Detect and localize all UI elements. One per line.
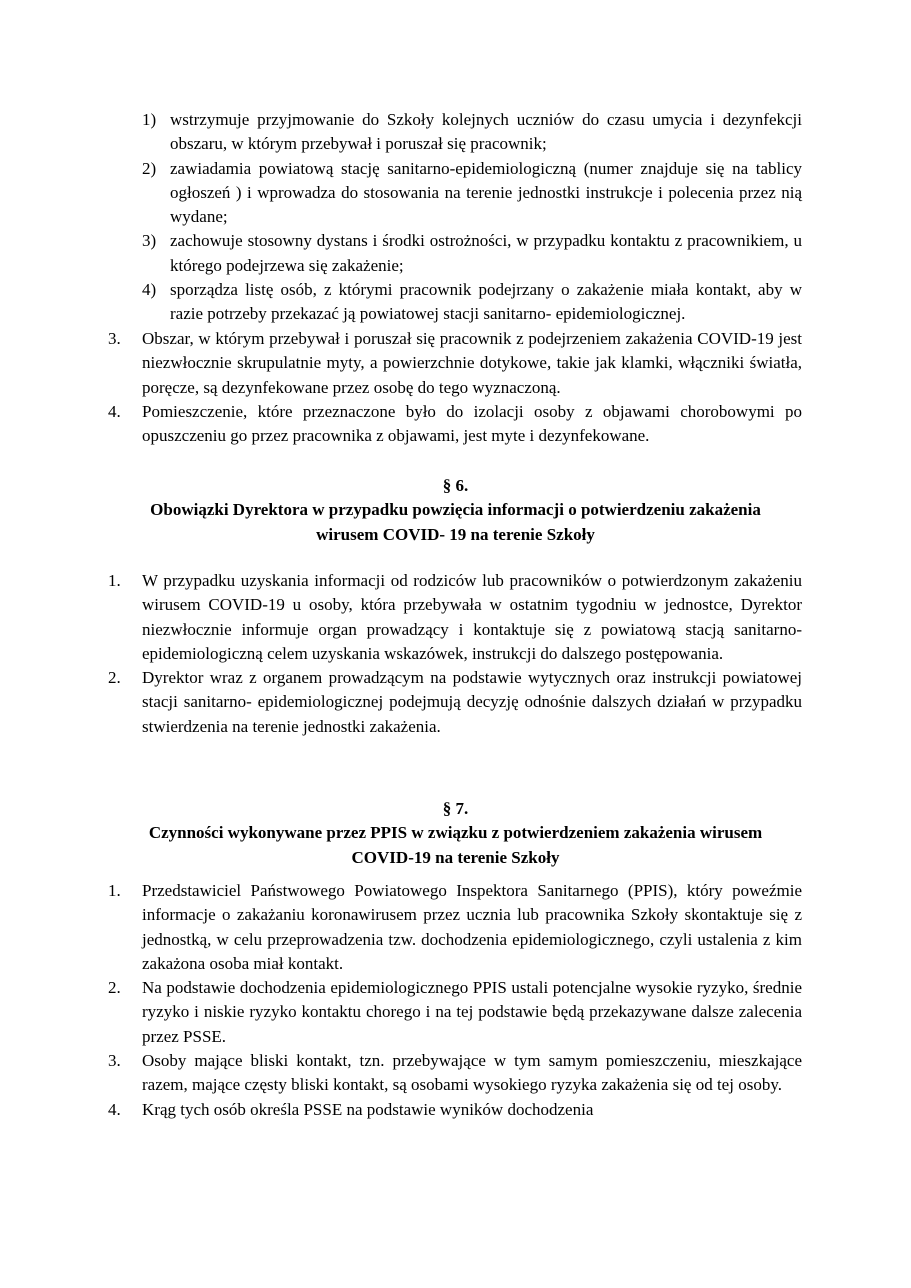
- item-text: Pomieszczenie, które przeznaczone było do izolacji osoby z objawami chorobowymi po opuszczeniu go przez pracownika z objawami, jest myte i dezynfekowane.: [142, 401, 802, 446]
- section-title-line: Czynności wykonywane przez PPIS w związku z potwierdzeniem zakażenia wirusem: [148, 823, 763, 843]
- item-number: 1): [142, 110, 157, 129]
- list-item: [108, 879, 802, 976]
- item-number: 3.: [108, 1051, 121, 1071]
- item-text: W przypadku uzyskania informacji od rodziców lub pracowników o potwierdzonym zakażeniu wirusem COVID-19 u osoby, która przebywała w ostatnim tygodniu w jednostce, Dyrektor niezwłocznie informuje organ prowadzący i kontaktuje się z powiatową stacją sanitarno- epidemiologiczną celem uzyskania wskazówek, instrukcji do dalszego postępowania.: [142, 571, 802, 663]
- list-item: [142, 157, 802, 230]
- item-number: 3.: [108, 329, 121, 348]
- list-item: [108, 327, 802, 400]
- item-number: 1.: [108, 881, 121, 900]
- item-number: 2): [142, 158, 157, 178]
- section-7-heading: [100, 797, 811, 870]
- list-item: [142, 278, 802, 327]
- item-number: 3): [142, 231, 157, 251]
- list-item: [142, 229, 802, 278]
- item-text: wstrzymuje przyjmowanie do Szkoły kolejnych uczniów do czasu umycia i dezynfekcji obszaru, w którym przebywał i poruszał się pracownik;: [170, 110, 802, 154]
- list-item: [142, 108, 802, 157]
- item-number: 4): [142, 280, 157, 300]
- section-6-heading: [100, 474, 811, 547]
- section-title-line: wirusem COVID- 19 na terenie Szkoły: [316, 524, 595, 544]
- item-text: sporządza listę osób, z którymi pracownik podejrzany o zakażenie miała kontakt, aby w razie potrzeby przekazać ją powiatowej stacji sanitarno- epidemiologicznej.: [170, 280, 802, 324]
- item-text: Krąg tych osób określa PSSE na podstawie wyników dochodzenia: [142, 1099, 594, 1119]
- item-number: 4.: [108, 401, 121, 421]
- list-item: [108, 1049, 802, 1098]
- item-text: zachowuje stosowny dystans i środki ostrożności, w przypadku kontaktu z pracownikiem, u którego podejrzewa się zakażenie;: [170, 231, 802, 275]
- list-section5-end: [108, 327, 802, 448]
- item-text: Przedstawiciel Państwowego Powiatowego Inspektora Sanitarnego (PPIS), który poweźmie informacje o zakażaniu koronawirusem przez ucznia lub pracownika Szkoły skontaktuje się z jednostką, w celu przeprowadzenia tzw. dochodzenia epidemiologicznego, czyli ustalenia z kim zakażona osoba miał kontakt.: [142, 881, 802, 973]
- item-number: 4.: [108, 1099, 121, 1119]
- item-text: zawiadamia powiatową stację sanitarno-epidemiologiczną (numer znajduje się na tablicy ogłoszeń ) i wprowadza do stosowania na terenie jednostki instrukcje i polecenia przez nią wydane;: [170, 158, 802, 227]
- list-item: [108, 976, 802, 1049]
- item-number: 1.: [108, 571, 121, 590]
- list-item: [108, 569, 802, 666]
- item-number: 2.: [108, 978, 121, 998]
- list-item: [108, 400, 802, 449]
- list-item: [108, 1098, 802, 1122]
- sub-list: [142, 108, 802, 327]
- item-text: Dyrektor wraz z organem prowadzącym na podstawie wytycznych oraz instrukcji powiatowej stacji sanitarno- epidemiologicznej podejmują decyzję odnośnie dalszych działań w przypadku stwierdzenia na terenie jednostki zakażenia.: [142, 668, 802, 736]
- list-section7: [108, 879, 802, 1122]
- list-section6: [108, 569, 802, 739]
- section-symbol: § 6.: [442, 476, 469, 495]
- item-text: Obszar, w którym przebywał i poruszał się pracownik z podejrzeniem zakażenia COVID-19 jest niezwłocznie skrupulatnie myty, a powierzchnie dotykowe, takie jak klamki, włączniki światła, poręcze, są dezynfekowane przez osobę do tego wyznaczoną.: [142, 329, 802, 397]
- section-symbol: § 7.: [442, 799, 469, 818]
- list-item: [108, 666, 802, 739]
- section-title-line: COVID-19 na terenie Szkoły: [351, 847, 560, 867]
- item-text: Na podstawie dochodzenia epidemiologicznego PPIS ustali potencjalne wysokie ryzyko, średnie ryzyko i niskie ryzyko kontaktu chorego i na tej podstawie będą przekazywane dalsze zalecenia przez PSSE.: [142, 978, 802, 1046]
- item-text: Osoby mające bliski kontakt, tzn. przebywające w tym samym pomieszczeniu, mieszkające razem, mające częsty bliski kontakt, są osobami wysokiego ryzyka zakażenia się od tej osoby.: [142, 1051, 802, 1095]
- section-title-line: Obowiązki Dyrektora w przypadku powzięcia informacji o potwierdzeniu zakażenia: [150, 500, 761, 520]
- item-number: 2.: [108, 668, 121, 688]
